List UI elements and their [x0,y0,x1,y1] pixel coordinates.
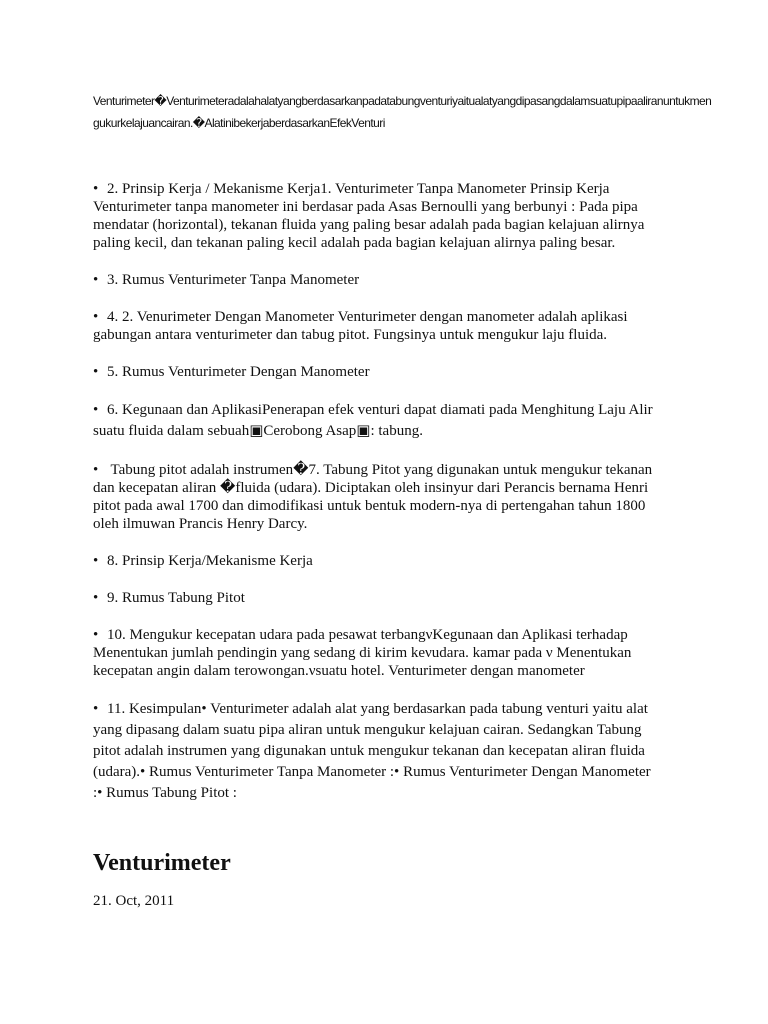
bullet-icon: • [93,462,99,478]
intro-paragraph: Venturimeter�Venturimeteradalahalatyangberdasarkanpadatabungventuriyaitualatyangdipasangdalamsuatupipaaliranuntukmengukurkelajuancairan.�AlatinibekerjaberdasarkanEfekVenturi [93,94,712,130]
list-item-text: 2. Prinsip Kerja / Mekanisme Kerja1. Venturimeter Tanpa Manometer Prinsip Kerja Venturimeter tanpa manometer ini berdasar pada Asas Bernoulli yang berbunyi : Pada pipa mendatar (horizontal), tekanan fluida yang paling besar adalah pada bagian kelajuan alirnya paling kecil, dan tekanan paling kecil adalah pada bagian kelajuan alirnya paling besar. [93,181,645,251]
list-item-text: 10. Mengukur kecepatan udara pada pesawat terbangνKegunaan dan Aplikasi terhadap Menentukan jumlah pendingin yang sedang di kirim keνudara. kamar pada ν Menentukan kecepatan angin dalam terowongan.νsuatu hotel. Venturimeter dengan manometer [93,627,632,679]
list-item-text: Tabung pitot adalah instrumen�7. Tabung Pitot yang digunakan untuk mengukur tekanan dan kecepatan aliran �fluida (udara). Diciptakan oleh insinyur dari Perancis bernama Henri pitot pada awal 1700 dan dimodifikasi untuk bentuk modern-nya di pertengahan tahun 1800 oleh ilmuwan Prancis Henry Darcy. [93,462,653,532]
post-date: 21. Oct, 2011 [93,893,175,909]
bullet-icon: • [93,553,99,569]
bullet-icon: • [93,701,99,717]
list-item [93,626,663,680]
bullet-icon: • [93,364,99,380]
section-heading: Venturimeter [93,850,231,876]
list-item [93,589,663,607]
list-item [93,552,663,570]
bullet-icon: • [93,627,99,643]
list-item [93,363,663,381]
list-item [93,699,663,804]
bullet-list [93,180,663,823]
list-item [93,400,663,442]
bullet-icon: • [93,402,99,418]
list-item [93,271,663,289]
list-item-text: 4. 2. Venurimeter Dengan Manometer Venturimeter dengan manometer adalah aplikasi gabungan antara venturimeter dan tabug pitot. Fungsinya untuk mengukur laju fluida. [93,309,628,343]
list-item-text: 3. Rumus Venturimeter Tanpa Manometer [107,272,360,288]
bullet-icon: • [93,181,99,197]
list-item-text: 11. Kesimpulan• Venturimeter adalah alat yang berdasarkan pada tabung venturi yaitu alat yang dipasang dalam suatu pipa aliran untuk mengukur kelajuan cairan. Sedangkan Tabung pitot adalah instrumen yang digunakan untuk mengukur tekanan dan kecepatan aliran fluida (udara).• Rumus Venturimeter Tanpa Manometer :• Rumus Venturimeter Dengan Manometer :• Rumus Tabung Pitot : [93,701,651,801]
list-item [93,461,663,533]
list-item-text: 6. Kegunaan dan AplikasiPenerapan efek venturi dapat diamati pada Menghitung Laju Alir suatu fluida dalam sebuah▣Cerobong Asap▣: tabung. [93,402,653,439]
bullet-icon: • [93,590,99,606]
list-item-text: 5. Rumus Venturimeter Dengan Manometer [107,364,370,380]
bullet-icon: • [93,309,99,325]
list-item-text: 9. Rumus Tabung Pitot [107,590,245,606]
list-item [93,180,663,252]
list-item [93,308,663,344]
bullet-icon: • [93,272,99,288]
list-item-text: 8. Prinsip Kerja/Mekanisme Kerja [107,553,313,569]
